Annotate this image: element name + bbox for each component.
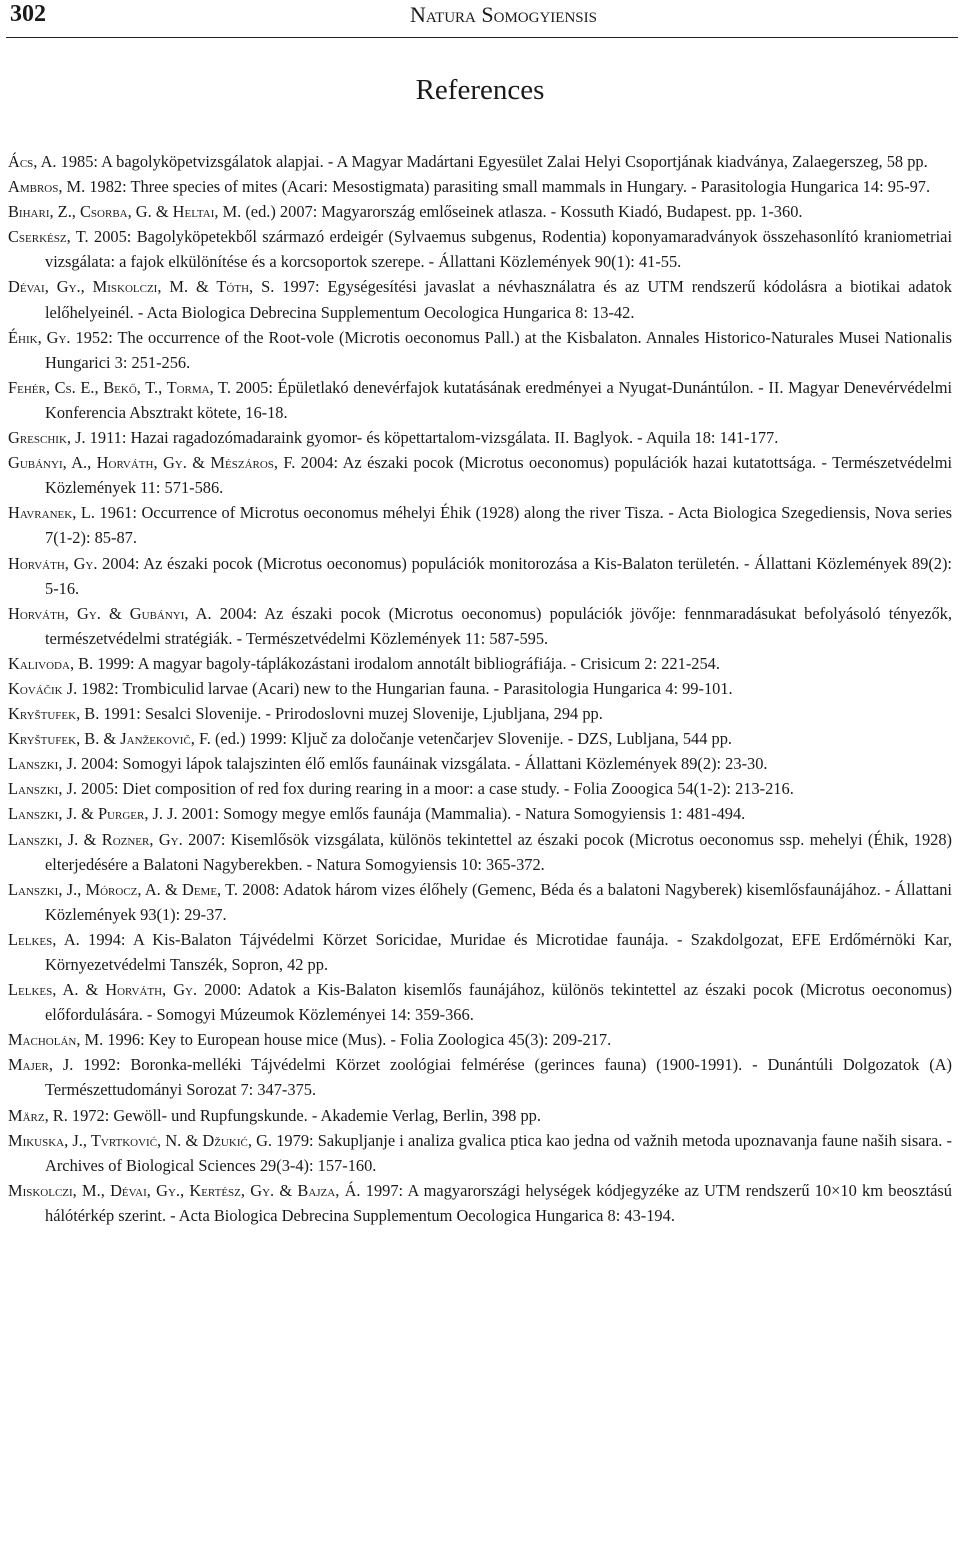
- reference-authors: Cserkész, T.: [8, 227, 89, 247]
- reference-text: 1982: Trombiculid larvae (Acari) new to the Hungarian fauna. - Parasitologia Hungarica 4: 99-101.: [77, 678, 733, 698]
- reference-authors: Horváth, Gy. & Gubányi, A.: [8, 603, 212, 623]
- reference-text: 1991: Sesalci Slovenije. - Prirodoslovni muzej Slovenije, Ljubljana, 294 pp.: [99, 704, 603, 724]
- reference-text: 1985: A bagolyköpetvizsgálatok alapjai. - A Magyar Madártani Egyesület Zalai Helyi Csoportjának kiadványa, Zalaegerszeg, 58 pp.: [56, 152, 928, 171]
- reference-authors: Éhik, Gy.: [8, 327, 71, 347]
- reference-text: 2007: Kisemlősök vizsgálata, különös tekintettel az északi pocok (Microtus oeconomus ssp. mehelyi (Éhik, 1928) elterjedésére a Balatoni Nagyberekben. - Natura Somogyiensis 10: 365-372.: [45, 829, 952, 874]
- reference-text: 2005: Diet composition of red fox during rearing in a moor: a case study. - Folia Zooogica 54(1-2): 213-216.: [77, 779, 794, 799]
- reference-entry: [8, 174, 952, 199]
- reference-authors: Kryštufek, B.: [8, 704, 100, 724]
- reference-entry: [8, 500, 952, 550]
- reference-entry: [8, 1027, 952, 1052]
- reference-authors: Dévai, Gy., Miskolczi, M. & Tóth, S.: [8, 277, 275, 297]
- reference-entry: [8, 425, 952, 450]
- reference-text: 1972: Gewöll- und Rupfungskunde. - Akademie Verlag, Berlin, 398 pp.: [67, 1105, 541, 1125]
- reference-entry: [8, 149, 952, 174]
- reference-text: 1999: A magyar bagoly-táplákozástani irodalom annotált bibliográfiája. - Crisicum 2: 221-254.: [93, 653, 720, 673]
- reference-authors: Majer, J.: [8, 1055, 74, 1075]
- reference-entry: [8, 274, 952, 324]
- reference-entry: [8, 801, 952, 826]
- running-header: [6, 0, 956, 30]
- journal-title: Natura Somogyiensis: [410, 2, 597, 27]
- reference-text: (ed.) 2007: Magyarország emlőseinek atlasza. - Kossuth Kiadó, Budapest. pp. 1-360.: [241, 202, 803, 222]
- reference-text: 2005: Épületlakó denevérfajok kutatásának eredményei a Nyugat-Dunántúlon. - II. Magyar Denevérvédelmi Konferencia Absztrakt kötete, 16-18.: [45, 377, 952, 422]
- reference-text: 1997: Egységesítési javaslat a névhasználatra és az UTM rendszerű kódolásra a biotikai adatok lelőhelyeinél. - Acta Biologica Debrecina Supplementum Oecologica Hungarica 8: 13-42.: [45, 277, 952, 322]
- reference-text: 1979: Sakupljanje i analiza gvalica ptica kao jedna od važnih metoda upoznavanja faune naših sisara. - Archives of Biological Sciences 29(3-4): 157-160.: [45, 1130, 952, 1175]
- reference-text: 1911: Hazai ragadozómadaraink gyomor- és köpettartalom-vizsgálata. II. Baglyok. - Aquila 18: 141-177.: [85, 428, 779, 448]
- reference-authors: Ambros, M.: [8, 177, 86, 197]
- reference-entry: [8, 450, 952, 500]
- reference-list: [8, 149, 952, 1228]
- reference-authors: Fehér, Cs. E., Bekő, T., Torma, T.: [8, 377, 231, 397]
- reference-authors: Lanszki, J.: [8, 754, 78, 774]
- reference-authors: Lanszki, J. & Rozner, Gy.: [8, 829, 183, 849]
- reference-entry: [8, 776, 952, 801]
- reference-authors: Gubányi, A., Horváth, Gy. & Mészáros, F.: [8, 453, 296, 473]
- reference-authors: Lanszki, J.: [8, 779, 78, 799]
- reference-authors: Kryštufek, B. & Janžekovič, F.: [8, 729, 211, 749]
- reference-authors: Miskolczi, M., Dévai, Gy., Kertész, Gy. & Bajza, Á.: [8, 1180, 361, 1200]
- reference-entry: [8, 1128, 952, 1178]
- reference-entry: [8, 701, 952, 726]
- reference-text: 2005: Bagolyköpetekből származó erdeigér (Sylvaemus subgenus, Rodentia) koponyamaradványok összehasonlító kraniometriai vizsgálata: a fajok elkülönítése és a korcsoportok szerepe. - Állattani Közlemények 90(1): 41-55.: [45, 227, 952, 272]
- reference-text: 1992: Boronka-melléki Tájvédelmi Körzet zoológiai felmérése (gerinces fauna) (1900-1991). - Dunántúli Dolgozatok (A) Természettudományi Sorozat 7: 347-375.: [45, 1055, 952, 1100]
- header-rule: [6, 37, 958, 38]
- reference-authors: März, R.: [8, 1105, 68, 1125]
- reference-text: 1952: The occurrence of the Root-vole (Microtis oeconomus Pall.) at the Kisbalaton. Annales Historico-Naturales Musei Nationalis Hungarici 3: 251-256.: [45, 327, 953, 372]
- reference-text: 2001: Somogy megye emlős faunája (Mammalia). - Natura Somogyiensis 1: 481-494.: [177, 804, 746, 824]
- reference-entry: [8, 1052, 952, 1102]
- reference-entry: [8, 224, 952, 274]
- reference-authors: Lanszki, J., Mórocz, A. & Deme, T.: [8, 879, 238, 899]
- reference-entry: [8, 375, 952, 425]
- reference-entry: [8, 676, 952, 701]
- reference-authors: Mikuska, J., Tvrtković, N. & Džukić, G.: [8, 1130, 273, 1150]
- reference-text: (ed.) 1999: Ključ za določanje vetenčarjev Slovenije. - DZS, Lubljana, 544 pp.: [210, 729, 733, 749]
- reference-text: 2004: Az északi pocok (Microtus oeconomus) populációk monitorozása a Kis-Balaton területén. - Állattani Közlemények 89(2): 5-16.: [45, 553, 952, 598]
- reference-text: 2008: Adatok három vizes élőhely (Gemenc, Béda és a balatoni Nagyberek) kisemlősfaunájához. - Állattani Közlemények 93(1): 29-37.: [45, 879, 952, 924]
- reference-entry: [8, 551, 952, 601]
- reference-authors: Ács, A.: [8, 152, 57, 171]
- reference-text: 1997: A magyarországi helységek kódjegyzéke az UTM rendszerű 10×10 km beosztású hálótérkép szerint. - Acta Biologica Debrecina Supplementum Oecologica Hungarica 8: 43-194.: [45, 1180, 952, 1225]
- reference-text: 2004: Somogyi lápok talajszinten élő emlős faunáinak vizsgálata. - Állattani Közlemények 89(2): 23-30.: [77, 754, 768, 774]
- reference-entry: [8, 751, 952, 776]
- reference-entry: [8, 827, 952, 877]
- reference-text: 2000: Adatok a Kis-Balaton kisemlős faunájához, különös tekintettel az északi pocok (Microtus oeconomus) előfordulására. - Somogyi Múzeumok Közleményei 14: 359-366.: [45, 980, 952, 1025]
- reference-entry: [8, 977, 952, 1027]
- reference-entry: [8, 325, 952, 375]
- reference-entry: [8, 726, 952, 751]
- reference-entry: [8, 927, 952, 977]
- reference-entry: [8, 651, 952, 676]
- reference-authors: Havranek, L.: [8, 503, 95, 523]
- reference-text: 1994: A Kis-Balaton Tájvédelmi Körzet Soricidae, Muridae és Microtidae faunája. - Szakdolgozat, EFE Erdőmérnöki Kar, Környezetvédelmi Tanszék, Sopron, 42 pp.: [45, 929, 952, 974]
- reference-text: 1982: Three species of mites (Acari: Mesostigmata) parasiting small mammals in Hungary. - Parasitologia Hungarica 14: 95-97.: [85, 177, 931, 197]
- reference-authors: Horváth, Gy.: [8, 553, 98, 573]
- section-title: References: [415, 74, 545, 106]
- reference-authors: Kalivoda, B.: [8, 653, 94, 673]
- reference-text: 1996: Key to European house mice (Mus). - Folia Zoologica 45(3): 209-217.: [103, 1030, 612, 1050]
- reference-authors: Greschik, J.: [8, 428, 86, 448]
- reference-entry: [8, 1178, 952, 1228]
- reference-entry: [8, 1103, 952, 1128]
- reference-authors: Lelkes, A.: [8, 929, 80, 949]
- reference-authors: Lelkes, A. & Horváth, Gy.: [8, 980, 198, 1000]
- page-number: 302: [10, 1, 46, 27]
- reference-entry: [8, 601, 952, 651]
- reference-text: 2004: Az északi pocok (Microtus oeconomus) populációk hazai kutatottsága. - Természetvédelmi Közlemények 11: 571-586.: [45, 453, 952, 498]
- reference-authors: Kováčik J.: [8, 678, 78, 698]
- reference-text: 1961: Occurrence of Microtus oeconomus méhelyi Éhik (1928) along the river Tisza. - Acta Biologica Szegediensis, Nova series 7(1-2): 85-87.: [45, 503, 953, 548]
- reference-text: 2004: Az északi pocok (Microtus oeconomus) populációk jövője: fennmaradásukat befolyásoló tényezők, természetvédelmi stratégiák. - Természetvédelmi Közlemények 11: 587-595.: [45, 603, 952, 648]
- reference-authors: Lanszki, J. & Purger, J. J.: [8, 804, 178, 824]
- reference-authors: Macholán, M.: [8, 1030, 104, 1050]
- reference-entry: [8, 877, 952, 927]
- reference-authors: Bihari, Z., Csorba, G. & Heltai, M.: [8, 202, 242, 222]
- reference-entry: [8, 199, 952, 224]
